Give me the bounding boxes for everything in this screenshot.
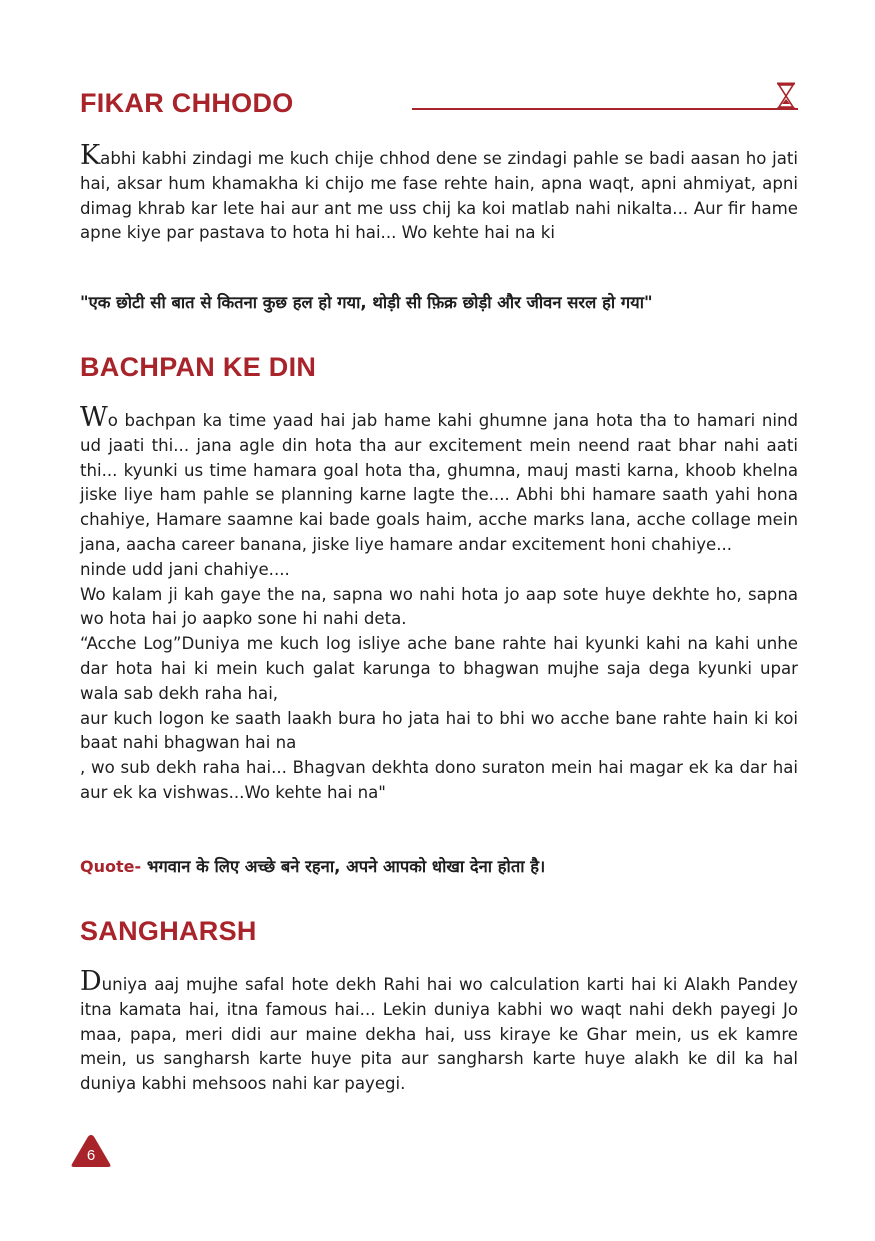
section-body-sangharsh <box>80 966 798 1097</box>
paragraph-line: Wo kalam ji kah gaye the na, sapna wo nahi hota jo aap sote huye dekhte ho, sapna wo hota hai jo aapko sone hi nahi deta. <box>80 584 798 629</box>
paragraph-line: ninde udd jani chahiye.... <box>80 559 290 579</box>
hindi-quote: "एक छोटी सी बात से कितना कुछ हल हो गया, थोड़ी सी फ़िक्र छोड़ी और जीवन सरल हो गया" <box>80 293 653 312</box>
paragraph-line: Wo bachpan ka time yaad hai jab hame kahi ghumne jana hota tha to hamari nind ud jaati thi... jana agle din hota tha aur excitement mein neend raat bhar nahi aati thi... kyunki us time hamara goal hota tha, ghumna, mauj masti karna, khoob khelna jiske liye ham pahle se planning karne lagte the.... Abhi bhi hamare saath yahi hona chahiye, Hamare saamne kai bade goals haim, acche marks lana, acche collage mein jana, aacha career banana, jiske liye hamare andar excitement honi chahiye... <box>80 402 798 554</box>
quote-line <box>80 855 798 879</box>
quote-label: Quote- <box>80 857 142 876</box>
paragraph-line: , wo sub dekh raha hai... Bhagvan dekhta dono suraton mein hai magar ek ka dar hai aur ek ka vishwas...Wo kehte hai na" <box>80 758 798 802</box>
section-heading-sangharsh: SANGHARSH <box>80 916 257 946</box>
hourglass-icon <box>776 82 796 110</box>
quote-text: भगवान के लिए अच्छे बने रहना, अपने आपको धोखा देना होता है। <box>141 857 546 876</box>
body-text: abhi kabhi zindagi me kuch chije chhod dene se zindagi pahle se badi aasan ho jati hai, aksar hum khamakha ki chijo me fase rehte hain, apna waqt, apni ahmiyat, apni dimag khrab kar lete hai aur ant me uss chij ka koi matlab nahi nikalta... Aur fir hame apne kiye par pastava to hota hi hai... Wo kehte hai na ki <box>80 149 798 243</box>
drop-cap: K <box>80 140 101 171</box>
heading-divider <box>412 108 798 110</box>
page-number-badge <box>70 1133 112 1169</box>
paragraph-line: “Acche Log”Duniya me kuch log isliye ache bane rahte hai kyunki kahi na kahi unhe dar hota hai ki mein kuch galat karunga to bhagwan mujhe saja dega kyunki upar wala sab dekh raha hai, <box>80 634 798 703</box>
body-text: uniya aaj mujhe safal hote dekh Rahi hai wo calculation karti hai ki Alakh Pandey itna kamata hai, itna famous hai... Lekin duniya kabhi wo waqt nahi dekh payegi Jo maa, papa, meri didi aur maine dekha hai, uss kiraye ke Ghar mein, us ek kamre mein, us sangharsh karte huye pita aur sangharsh karte huye alakh ke dil ka hal duniya kabhi mehsoos nahi kar payegi. <box>80 975 798 1094</box>
section-body-fikar-chhodo <box>80 140 798 246</box>
section-heading-fikar-chhodo: FIKAR CHHODO <box>80 88 294 118</box>
drop-cap: W <box>80 402 108 433</box>
section-body-bachpan-ke-din <box>80 402 798 806</box>
drop-cap: D <box>80 966 102 997</box>
paragraph-line: aur kuch logon ke saath laakh bura ho jata hai to bhi wo acche bane rahte hain ki koi baat nahi bhagwan hai na <box>80 708 798 753</box>
page-number: 6 <box>86 1147 96 1164</box>
section-heading-bachpan-ke-din: BACHPAN KE DIN <box>80 352 317 382</box>
